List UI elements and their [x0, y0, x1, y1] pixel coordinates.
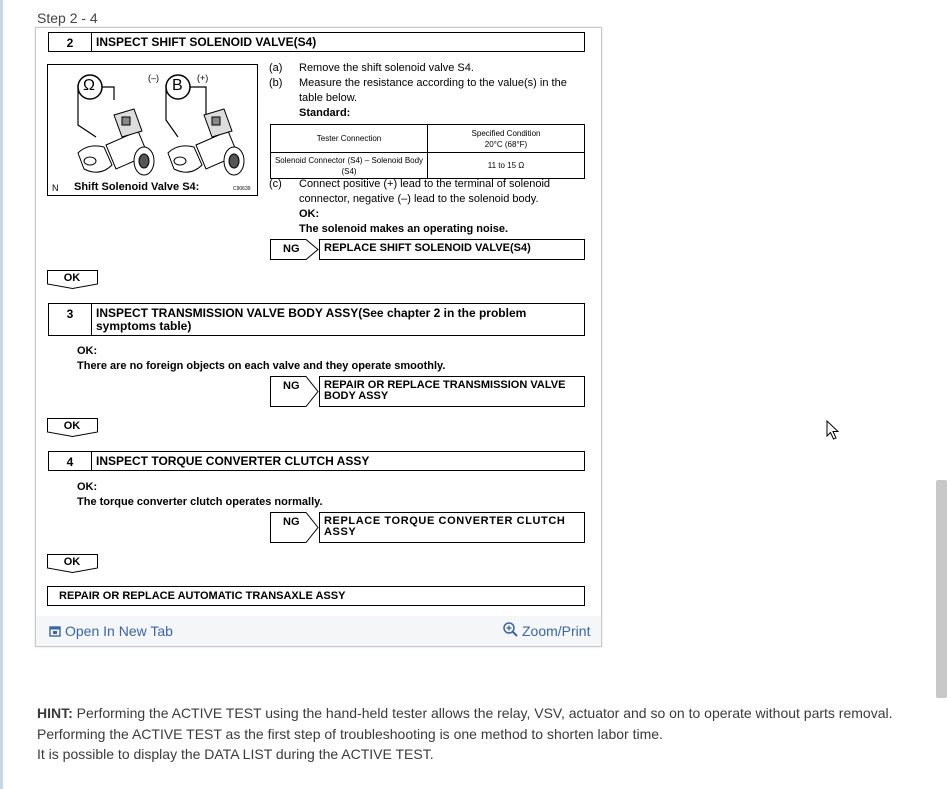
table-header-condition: [428, 125, 585, 153]
resistance-table: [270, 124, 585, 179]
hint-line-3: It is possible to display the DATA LIST during the ACTIVE TEST.: [37, 746, 434, 762]
step2-c-marker: (c): [269, 178, 282, 190]
final-action-box: [47, 586, 585, 606]
step2-ok-label: OK:: [299, 208, 320, 220]
step2-a-text: Remove the shift solenoid valve S4.: [299, 62, 474, 74]
step4-ok-text: The torque converter clutch operates normally.: [77, 496, 323, 508]
hint-line-2: Performing the ACTIVE TEST as the first step of troubleshooting is one method to shorten labor time.: [37, 725, 663, 742]
table-cell-value: 11 to 15 Ω: [428, 153, 585, 179]
plus-label: (+): [197, 73, 209, 83]
ok-tab-1: [47, 270, 97, 288]
scrollbar-thumb[interactable]: [936, 480, 947, 698]
zoom-in-icon: [503, 622, 518, 637]
step4-ok-label: OK:: [77, 481, 98, 493]
open-new-tab-link[interactable]: [49, 623, 173, 639]
mouse-cursor-icon: [826, 420, 840, 440]
step3-ng-action: REPAIR OR REPLACE TRANSMISSION VALVE BODY ASSY: [319, 376, 585, 407]
step3-number: 3: [49, 304, 92, 335]
minus-label: (–): [148, 73, 159, 83]
hint-label: HINT:: [37, 705, 73, 721]
frame-footer: [36, 616, 601, 646]
step4-ng-label: NG: [283, 516, 300, 528]
table-header-tester: Tester Connection: [271, 125, 428, 153]
zoom-print-label[interactable]: Zoom/Print: [522, 623, 591, 639]
ok-tab-2: [47, 418, 97, 436]
step4-title: INSPECT TORQUE CONVERTER CLUTCH ASSY: [96, 454, 370, 468]
figure-caption: Shift Solenoid Valve S4:: [74, 181, 200, 193]
left-edge-strip: [0, 0, 3, 789]
step2-number: 2: [49, 33, 92, 51]
step2-b-text: Measure the resistance according to the value(s) in the table below.: [299, 77, 567, 104]
standard-label: Standard:: [299, 107, 351, 119]
step2-b-marker: (b): [269, 77, 283, 89]
step2-header: [48, 32, 585, 52]
step3-ng-label: NG: [283, 380, 300, 392]
step2-ng-action: REPLACE SHIFT SOLENOID VALVE(S4): [319, 239, 585, 260]
table-cell-connection: Solenoid Connector (S4) – Solenoid Body (S4): [271, 153, 428, 179]
hint-block: [37, 703, 917, 765]
step2-ng-label: NG: [283, 243, 300, 255]
table-header-condition-line1: Specified Condition: [471, 128, 541, 138]
figure-code: C90639: [233, 186, 251, 192]
b-symbol: B: [172, 77, 183, 94]
step3-title: INSPECT TRANSMISSION VALVE BODY ASSY(See chapter 2 in the problem symptoms table): [96, 306, 527, 333]
step4-number: 4: [49, 452, 92, 470]
step2-c-text: Connect positive (+) lead to the terminal of solenoid connector, negative (–) lead to the solenoid body.: [299, 178, 551, 205]
diagnostic-image-frame: [35, 27, 602, 647]
ok-tab-3: [47, 554, 97, 572]
step2-title: INSPECT SHIFT SOLENOID VALVE(S4): [96, 35, 317, 49]
hint-line-1: [37, 703, 917, 724]
ohm-symbol: Ω: [83, 77, 95, 94]
step4-header: [48, 451, 585, 471]
step2-a-marker: (a): [269, 62, 283, 74]
step3-ok-text: There are no foreign objects on each valve and they operate smoothly.: [77, 360, 446, 372]
open-new-tab-icon: [49, 625, 61, 637]
step4-ng-action: REPLACE TORQUE CONVERTER CLUTCH ASSY: [319, 512, 585, 543]
figure-corner-mark: N: [52, 183, 59, 193]
step-label: Step 2 - 4: [37, 10, 98, 26]
solenoid-figure: [47, 64, 258, 196]
solenoid-diagram: [48, 65, 257, 195]
ok-tab-1-label: OK: [63, 272, 81, 284]
hint-line-1-text: Performing the ACTIVE TEST using the hand-held tester allows the relay, VSV, actuator and so on to operate without parts removal.: [72, 705, 893, 721]
ok-tab-2-label: OK: [63, 420, 81, 432]
step3-ok-label: OK:: [77, 345, 98, 357]
final-action-text: REPAIR OR REPLACE AUTOMATIC TRANSAXLE ASSY: [59, 590, 346, 602]
zoom-print-link[interactable]: [503, 621, 590, 637]
step3-header: [48, 303, 585, 336]
ok-tab-3-label: OK: [63, 556, 81, 568]
table-header-condition-line2: 20°C (68°F): [484, 139, 528, 149]
step2-ok-text: The solenoid makes an operating noise.: [299, 223, 509, 235]
open-new-tab-label[interactable]: Open In New Tab: [65, 623, 173, 639]
